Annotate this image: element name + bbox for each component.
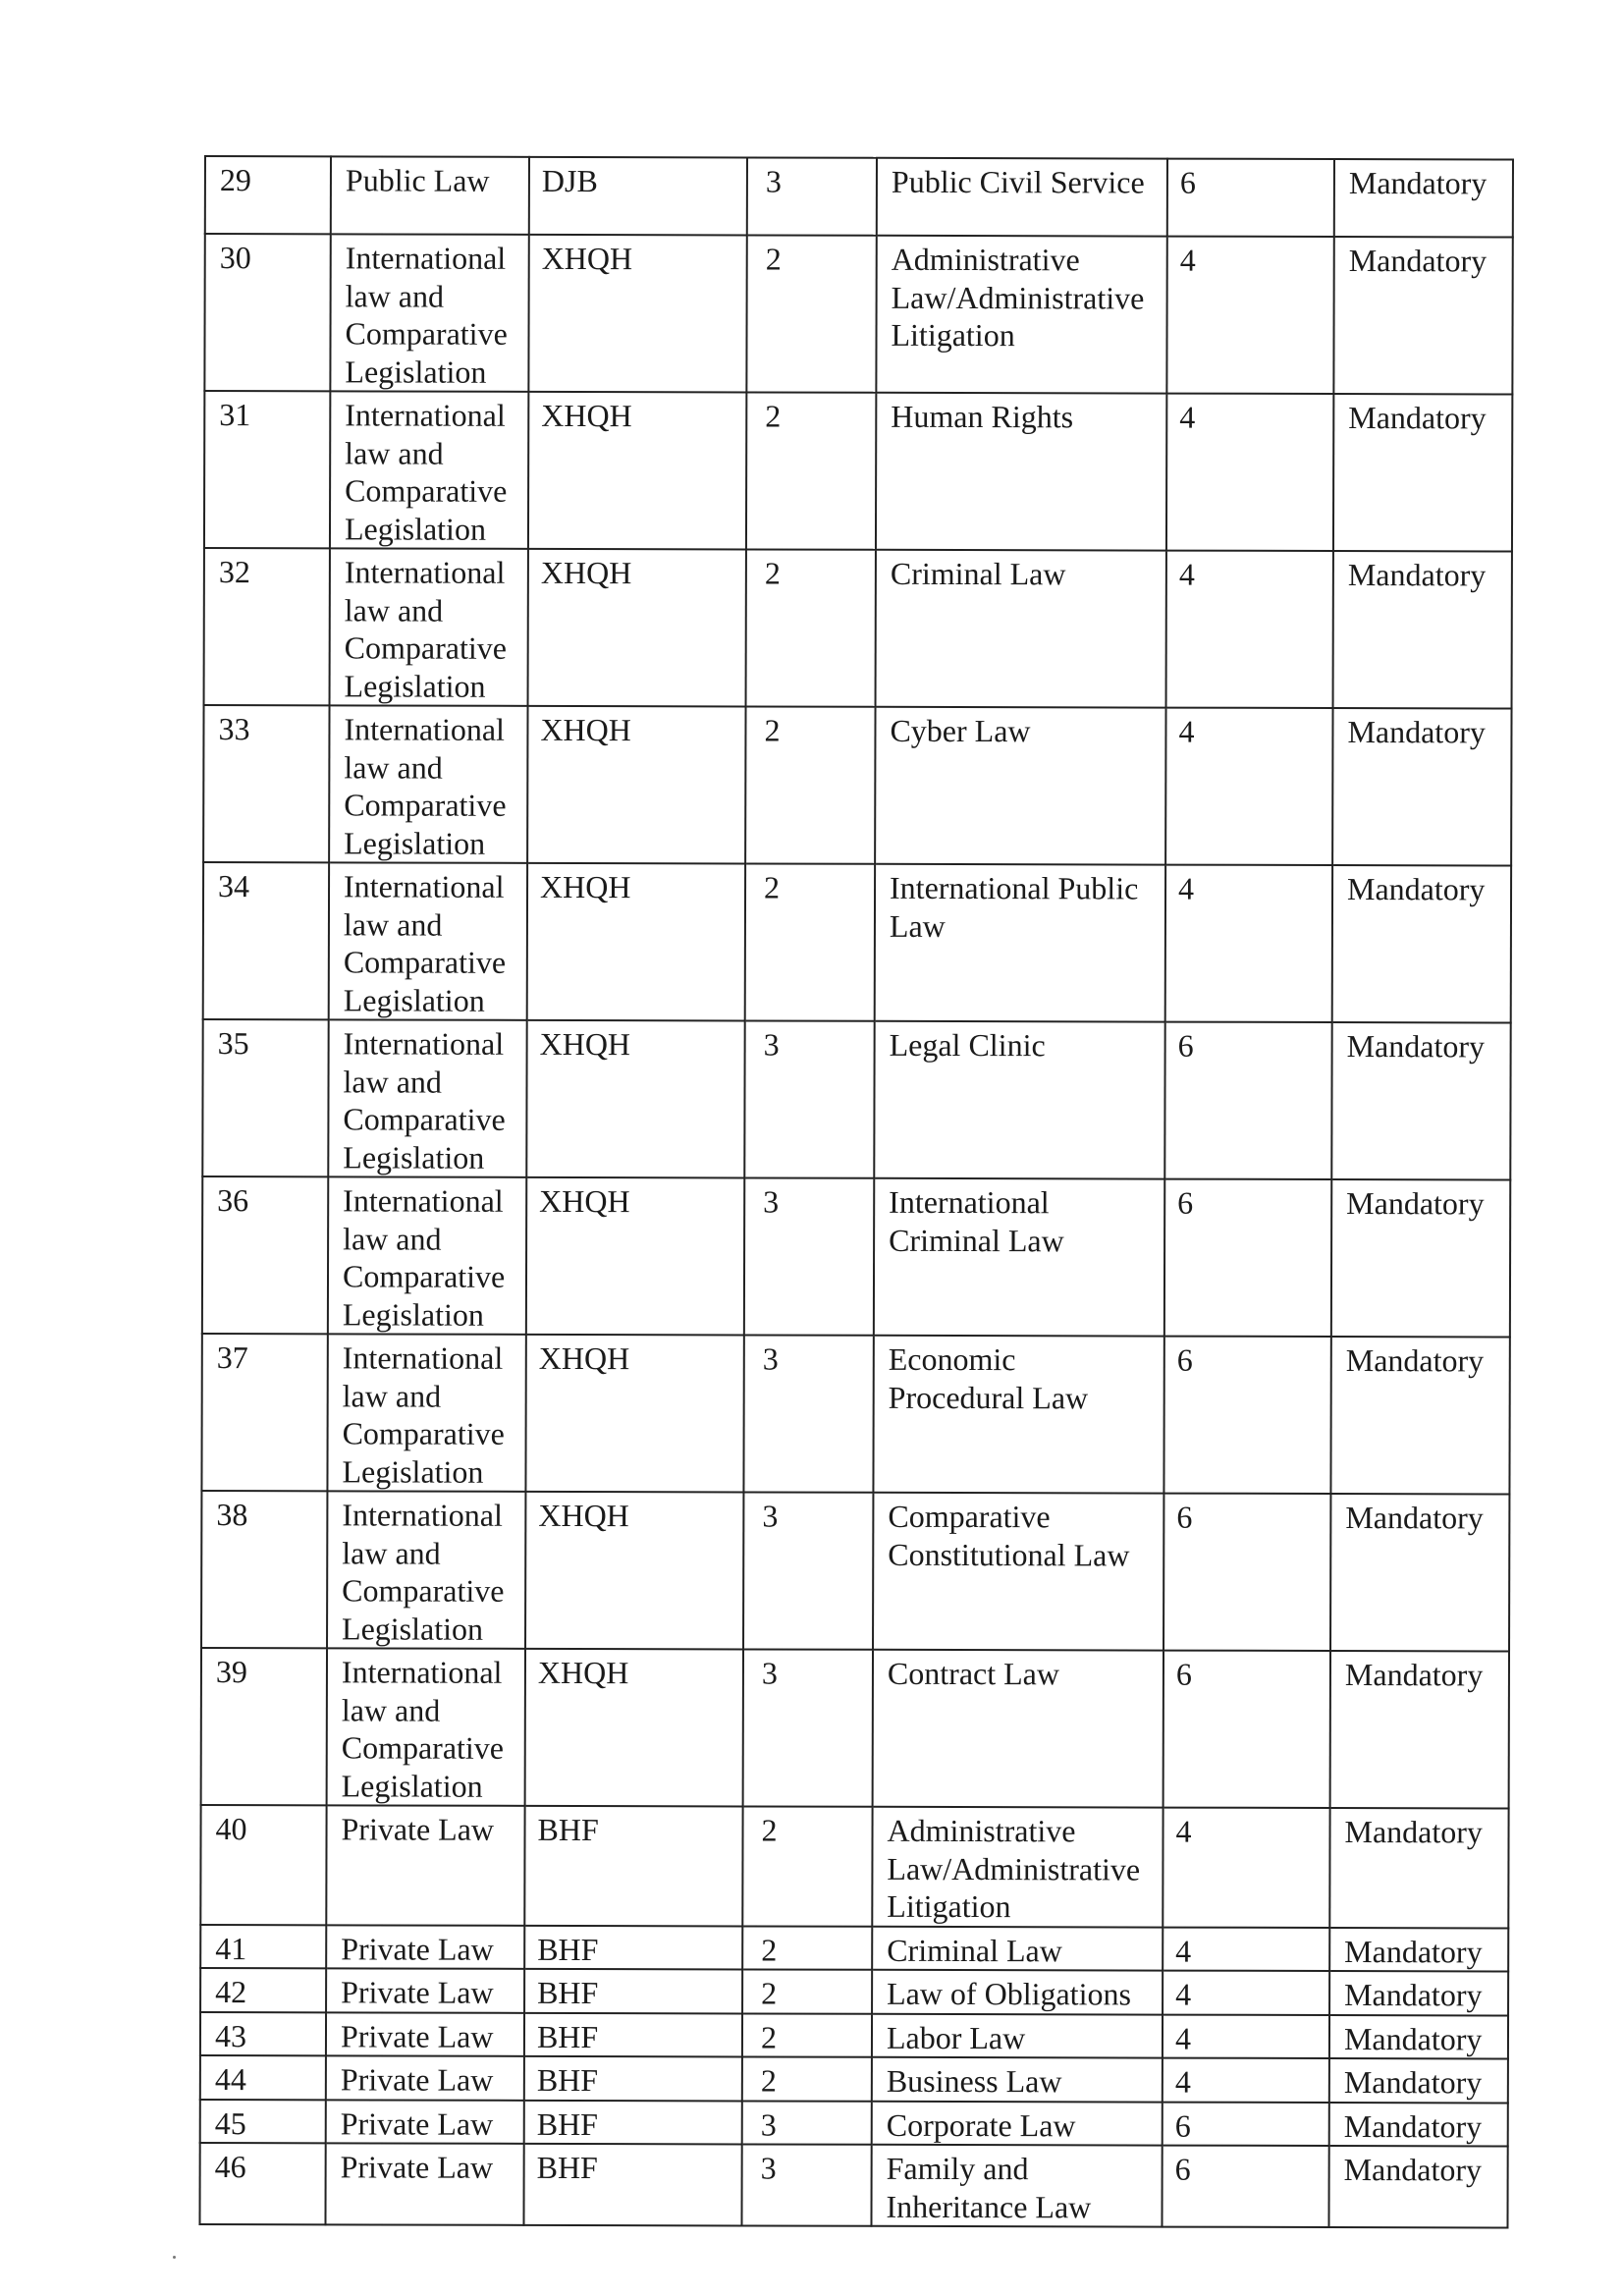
- department-cell: International law and Comparative Legislation: [328, 1176, 526, 1335]
- ects-cell: 4: [1166, 237, 1333, 394]
- table-row: [200, 2055, 1508, 2103]
- semester-cell: 3: [743, 1492, 873, 1649]
- course-name-cell: Labor Law: [872, 2013, 1163, 2057]
- table-row: [201, 1334, 1509, 1494]
- department-cell: Private Law: [326, 1805, 524, 1925]
- semester-cell: 2: [745, 706, 875, 863]
- table-row: [200, 2011, 1508, 2058]
- ects-cell: 6: [1163, 2102, 1329, 2146]
- semester-cell: 3: [744, 1020, 874, 1177]
- program-code-cell: XHQH: [528, 392, 746, 550]
- row-number: 33: [203, 705, 329, 862]
- course-name-cell: Business Law: [872, 2057, 1163, 2102]
- ects-cell: 6: [1164, 1179, 1331, 1337]
- course-name-cell: Corporate Law: [872, 2101, 1163, 2145]
- table-row: [203, 862, 1511, 1022]
- ects-cell: 4: [1163, 2058, 1329, 2103]
- semester-cell: 3: [743, 1649, 873, 1806]
- program-code-cell: BHF: [524, 1969, 742, 2013]
- row-number: 39: [201, 1648, 327, 1805]
- ects-cell: 4: [1165, 865, 1332, 1022]
- program-code-cell: XHQH: [526, 1020, 744, 1178]
- course-name-cell: Cyber Law: [875, 707, 1165, 865]
- row-number: 43: [200, 2011, 326, 2055]
- status-cell: Mandatory: [1334, 159, 1513, 237]
- semester-cell: 3: [741, 2144, 871, 2225]
- status-cell: Mandatory: [1330, 1651, 1509, 1808]
- ects-cell: 6: [1163, 1337, 1330, 1494]
- course-name-cell: International Public Law: [875, 864, 1165, 1022]
- status-cell: Mandatory: [1329, 2103, 1508, 2147]
- row-number: 38: [201, 1491, 327, 1648]
- course-name-cell: International Criminal Law: [874, 1178, 1164, 1337]
- row-number: 35: [202, 1019, 328, 1176]
- ects-cell: 6: [1163, 1651, 1330, 1808]
- table-row: [200, 1805, 1508, 1928]
- row-number: 31: [204, 391, 330, 548]
- semester-cell: 2: [746, 549, 876, 706]
- semester-cell: 2: [742, 2056, 872, 2101]
- department-cell: Public Law: [331, 156, 529, 235]
- course-name-cell: Economic Procedural Law: [873, 1336, 1163, 1494]
- department-cell: International law and Comparative Legislation: [330, 548, 528, 706]
- program-code-cell: XHQH: [526, 1177, 744, 1336]
- row-number: 37: [201, 1334, 327, 1491]
- course-name-cell: Contract Law: [873, 1650, 1163, 1808]
- semester-cell: 2: [742, 1806, 872, 1926]
- course-name-cell: Legal Clinic: [874, 1021, 1164, 1179]
- status-cell: Mandatory: [1329, 2058, 1508, 2103]
- table-row: [202, 1019, 1510, 1179]
- status-cell: Mandatory: [1329, 1971, 1508, 2015]
- table-row: [203, 705, 1511, 865]
- row-number: 42: [200, 1968, 326, 2012]
- course-name-cell: Human Rights: [876, 393, 1166, 551]
- course-name-cell: Law of Obligations: [872, 1970, 1163, 2014]
- semester-cell: 2: [746, 392, 876, 549]
- department-cell: Private Law: [325, 2143, 523, 2225]
- row-number: 45: [200, 2099, 326, 2143]
- status-cell: Mandatory: [1332, 708, 1511, 865]
- semester-cell: 3: [744, 1177, 874, 1335]
- ects-cell: 4: [1166, 394, 1333, 551]
- program-code-cell: DJB: [529, 157, 747, 236]
- table-row: [204, 548, 1512, 708]
- program-code-cell: BHF: [524, 1806, 742, 1926]
- program-code-cell: BHF: [524, 2100, 742, 2144]
- status-cell: Mandatory: [1329, 2015, 1508, 2059]
- semester-cell: 3: [742, 2101, 872, 2145]
- department-cell: Private Law: [326, 2012, 524, 2056]
- program-code-cell: XHQH: [527, 863, 745, 1021]
- table-body: [199, 156, 1513, 2227]
- semester-cell: 2: [742, 2013, 872, 2057]
- program-code-cell: BHF: [524, 1925, 742, 1969]
- status-cell: Mandatory: [1333, 237, 1512, 394]
- ects-cell: 4: [1163, 1927, 1329, 1971]
- program-code-cell: BHF: [524, 2056, 742, 2101]
- department-cell: International law and Comparative Legislation: [330, 391, 528, 549]
- department-cell: Private Law: [326, 2100, 524, 2144]
- table-row: [200, 2099, 1508, 2146]
- table-row: [204, 234, 1512, 394]
- ects-cell: 6: [1164, 1022, 1331, 1179]
- department-cell: International law and Comparative Legislation: [329, 862, 527, 1020]
- course-name-cell: Criminal Law: [876, 550, 1166, 708]
- table-row: [202, 1176, 1510, 1337]
- program-code-cell: XHQH: [525, 1492, 743, 1650]
- department-cell: International law and Comparative Legislation: [327, 1491, 525, 1649]
- row-number: 41: [200, 1924, 326, 1968]
- status-cell: Mandatory: [1329, 1928, 1508, 1972]
- course-name-cell: Public Civil Service: [877, 158, 1167, 237]
- department-cell: International law and Comparative Legislation: [327, 1334, 525, 1492]
- row-number: 44: [200, 2055, 326, 2100]
- scan-speck: [173, 2256, 176, 2259]
- ects-cell: 6: [1162, 2146, 1328, 2227]
- ects-cell: 4: [1163, 1971, 1329, 2015]
- course-name-cell: Administrative Law/Administrative Litigation: [876, 236, 1166, 394]
- ects-cell: 4: [1163, 2014, 1329, 2058]
- table-row: [201, 1648, 1509, 1808]
- department-cell: Private Law: [326, 2055, 524, 2100]
- table-row: [200, 1924, 1508, 1971]
- semester-cell: 3: [743, 1335, 873, 1492]
- semester-cell: 2: [746, 235, 876, 392]
- course-table: [198, 155, 1514, 2228]
- department-cell: International law and Comparative Legislation: [329, 705, 527, 863]
- status-cell: Mandatory: [1330, 1494, 1509, 1651]
- ects-cell: 4: [1165, 708, 1332, 865]
- row-number: 36: [202, 1176, 328, 1334]
- course-name-cell: Administrative Law/Administrative Litigation: [872, 1807, 1163, 1927]
- status-cell: Mandatory: [1328, 2146, 1507, 2227]
- course-name-cell: Comparative Constitutional Law: [873, 1493, 1163, 1651]
- program-code-cell: BHF: [523, 2144, 741, 2226]
- status-cell: Mandatory: [1331, 1022, 1510, 1179]
- row-number: 30: [204, 234, 330, 391]
- table-row: [200, 1968, 1508, 2015]
- semester-cell: 3: [747, 157, 877, 235]
- status-cell: Mandatory: [1331, 1179, 1510, 1337]
- status-cell: Mandatory: [1332, 865, 1511, 1022]
- program-code-cell: XHQH: [525, 1649, 743, 1807]
- program-code-cell: BHF: [524, 2012, 742, 2056]
- row-number: 46: [199, 2143, 325, 2224]
- table-row: [199, 2143, 1507, 2227]
- ects-cell: 4: [1166, 551, 1333, 708]
- course-name-cell: Family and Inheritance Law: [871, 2145, 1162, 2227]
- status-cell: Mandatory: [1330, 1337, 1509, 1494]
- row-number: 40: [200, 1805, 326, 1925]
- department-cell: Private Law: [326, 1968, 524, 2012]
- row-number: 34: [203, 862, 329, 1019]
- status-cell: Mandatory: [1333, 551, 1512, 708]
- ects-cell: 6: [1167, 159, 1334, 237]
- table-row: [205, 156, 1513, 237]
- program-code-cell: XHQH: [528, 549, 746, 707]
- row-number: 29: [205, 156, 331, 234]
- semester-cell: 2: [742, 1969, 872, 2013]
- department-cell: Private Law: [326, 1925, 524, 1969]
- department-cell: International law and Comparative Legislation: [330, 234, 528, 392]
- program-code-cell: XHQH: [528, 235, 746, 393]
- program-code-cell: XHQH: [527, 706, 745, 864]
- department-cell: International law and Comparative Legislation: [327, 1648, 525, 1806]
- table-row: [201, 1491, 1509, 1651]
- program-code-cell: XHQH: [525, 1335, 743, 1493]
- status-cell: Mandatory: [1329, 1808, 1508, 1928]
- status-cell: Mandatory: [1333, 394, 1512, 551]
- table-row: [204, 391, 1512, 551]
- course-name-cell: Criminal Law: [872, 1926, 1163, 1970]
- department-cell: International law and Comparative Legislation: [328, 1019, 526, 1177]
- row-number: 32: [204, 548, 330, 705]
- ects-cell: 6: [1163, 1494, 1330, 1651]
- ects-cell: 4: [1163, 1808, 1329, 1928]
- semester-cell: 2: [742, 1926, 872, 1970]
- semester-cell: 2: [745, 863, 875, 1020]
